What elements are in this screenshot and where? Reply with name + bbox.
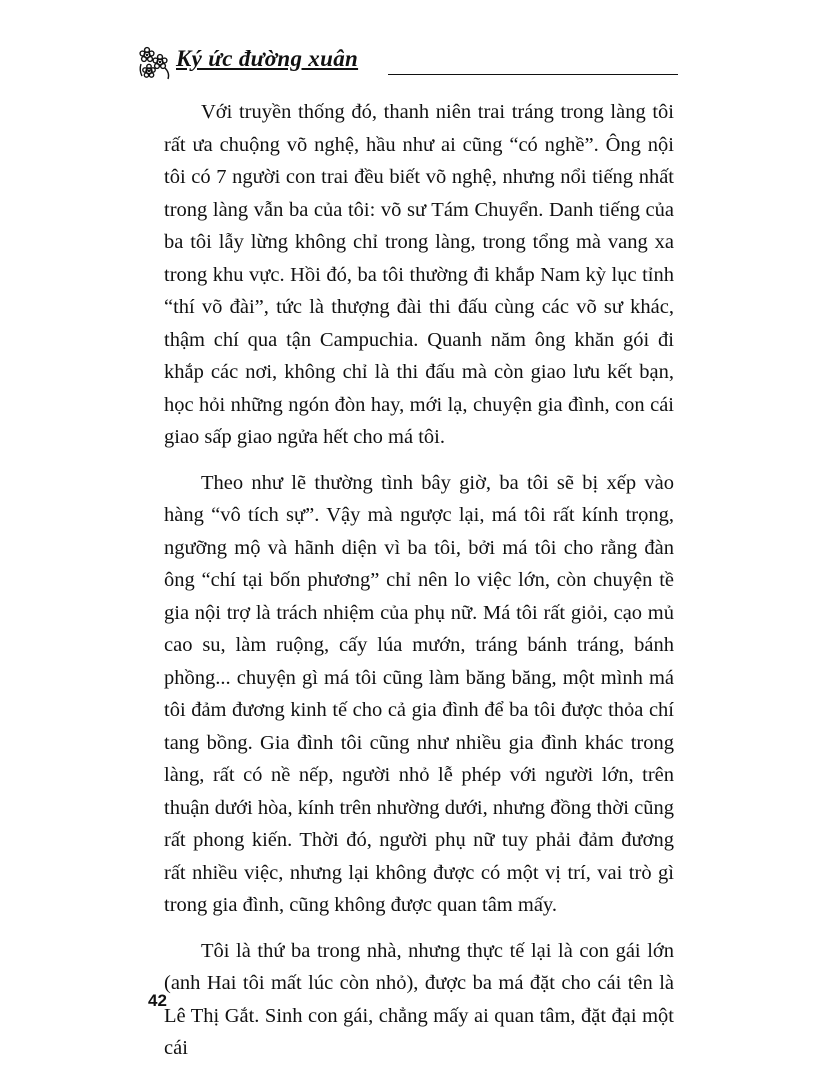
body-text	[164, 96, 674, 1065]
paragraph-2: Theo như lẽ thường tình bây giờ, ba tôi sẽ bị xếp vào hàng “vô tích sự”. Vậy mà ngược lại, má tôi rất kính trọng, ngưỡng mộ và hãnh diện vì ba tôi, bởi má tôi cho rằng đàn ông “chí tại bốn phương” chỉ nên lo việc lớn, còn chuyện tề gia nội trợ là trách nhiệm của phụ nữ. Má tôi rất giỏi, cạo mủ cao su, làm ruộng, cấy lúa mướn, tráng bánh tráng, bánh phồng... chuyện gì má tôi cũng làm băng băng, một mình má tôi đảm đương kinh tế cho cả gia đình để ba tôi được thỏa chí tang bồng. Gia đình tôi cũng như nhiều gia đình khác trong làng, rất có nề nếp, người nhỏ lễ phép với người lớn, trên thuận dưới hòa, kính trên nhường dưới, nhưng đồng thời cũng rất phong kiến. Thời đó, người phụ nữ tuy phải đảm đương rất nhiều việc, nhưng lại không được có một vị trí, vai trò gì trong gia đình, cũng không được quan tâm mấy.	[164, 471, 674, 916]
paragraph-3: Tôi là thứ ba trong nhà, nhưng thực tế lại là con gái lớn (anh Hai tôi mất lúc còn nhỏ), được ba má đặt cho cái tên là Lê Thị Gắt. Sinh con gái, chẳng mấy ai quan tâm, đặt đại một cái	[164, 939, 674, 1059]
flower-ornament-icon	[138, 46, 176, 80]
header-rule	[388, 74, 678, 75]
book-title: Ký ức đường xuân	[176, 46, 359, 71]
running-header	[138, 38, 678, 84]
page-number: 42	[148, 991, 167, 1010]
paragraph-1: Với truyền thống đó, thanh niên trai tráng trong làng tôi rất ưa chuộng võ nghệ, hầu như ai cũng “có nghề”. Ông nội tôi có 7 người con trai đều biết võ nghệ, nhưng nổi tiếng nhất trong làng vẫn ba của tôi: võ sư Tám Chuyển. Danh tiếng của ba tôi lẫy lừng không chỉ trong làng, trong tổng mà vang xa trong khu vực. Hồi đó, ba tôi thường đi khắp Nam kỳ lục tỉnh “thí võ đài”, tức là thượng đài thi đấu cùng các võ sư khác, thậm chí qua tận Campuchia. Quanh năm ông khăn gói đi khắp các nơi, không chỉ là thi đấu mà còn giao lưu kết bạn, học hỏi những ngón đòn hay, mới lạ, chuyện gia đình, con cái giao sấp giao ngửa hết cho má tôi.	[164, 101, 674, 448]
